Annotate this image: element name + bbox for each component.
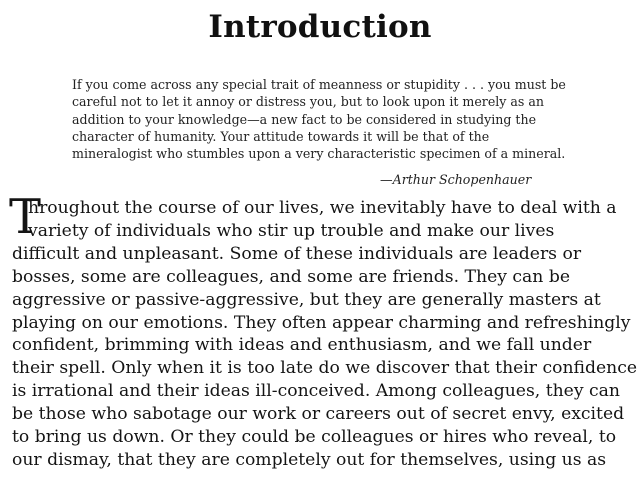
- body-line: our dismay, that they are completely out for themselves, using us as: [12, 449, 607, 470]
- body-line: aggressive or passive-aggressive, but they are generally masters at: [12, 289, 601, 310]
- body-line: hroughout the course of our lives, we inevitably have to deal with a: [28, 198, 617, 218]
- chapter-title: Introduction: [208, 9, 432, 45]
- epigraph-line: mineralogist who stumbles upon a very characteristic specimen of a mineral.: [72, 146, 566, 162]
- body-line: playing on our emotions. They often appear charming and refreshingly: [12, 312, 631, 333]
- epigraph-quote: [72, 76, 580, 162]
- body-line: their spell. Only when it is too late do we discover that their confidence: [12, 358, 638, 379]
- body-line: difficult and unpleasant. Some of these individuals are leaders or: [12, 243, 582, 264]
- body-paragraph: [12, 197, 638, 472]
- epigraph-line: careful not to let it annoy or distress you, but to look upon it merely as an: [72, 94, 545, 110]
- body-line: confident, brimming with ideas and enthusiasm, and we fall under: [12, 335, 592, 356]
- body-line: bosses, some are colleagues, and some are friends. They can be: [12, 266, 570, 287]
- body-line: be those who sabotage our work or careers out of secret envy, excited: [12, 404, 625, 425]
- body-line: to bring us down. Or they could be colleagues or hires who reveal, to: [12, 427, 617, 448]
- body-line: is irrational and their ideas ill-conceived. Among colleagues, they can: [12, 381, 620, 402]
- epigraph-line: If you come across any special trait of meanness or stupidity . . . you must be: [72, 77, 566, 92]
- epigraph-line: character of humanity. Your attitude towards it will be that of the: [72, 128, 490, 144]
- epigraph-line: addition to your knowledge—a new fact to be considered in studying the: [72, 111, 537, 127]
- body-line: variety of individuals who stir up trouble and make our lives: [28, 220, 555, 241]
- epigraph-attribution: —Arthur Schopenhauer: [380, 172, 532, 187]
- drop-cap: T: [9, 189, 42, 245]
